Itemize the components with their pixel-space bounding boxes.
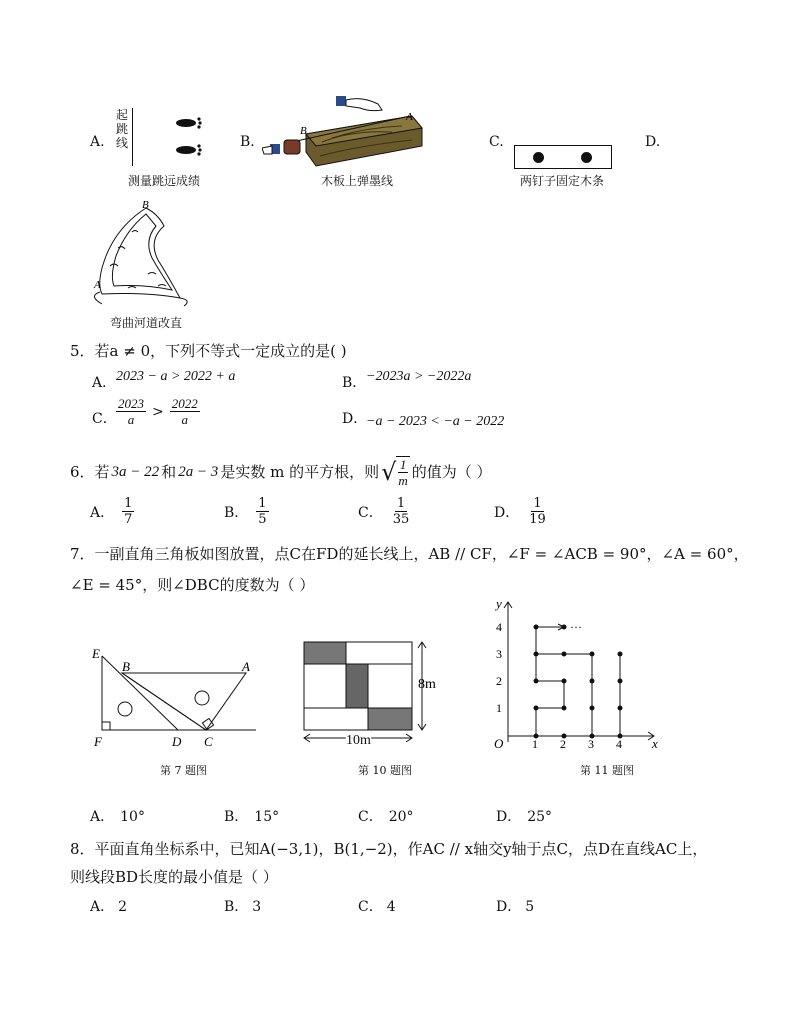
- figure-11-caption: 第 11 题图: [580, 764, 634, 777]
- q5-option-a-text: 2023 − a > 2022 + a: [116, 369, 236, 384]
- x-tick: 4: [616, 737, 622, 751]
- q7-option-a[interactable]: A． 10°: [90, 809, 145, 825]
- q6-option-d[interactable]: D． $\frac{1}{19}$: [494, 496, 546, 527]
- y-tick: 4: [496, 620, 502, 634]
- nail-icon: [581, 152, 592, 163]
- q5-option-a-label[interactable]: A．: [92, 375, 117, 391]
- q5-option-b-label[interactable]: B．: [342, 375, 367, 391]
- q8-option-a[interactable]: A． 2: [90, 899, 128, 915]
- q5-stem: 5．若a ≠ 0，下列不等式一定成立的是( ): [70, 342, 347, 360]
- x-tick: 2: [560, 737, 566, 751]
- river-point-a: A: [94, 279, 101, 291]
- wooden-strip: [514, 145, 612, 169]
- q4-option-b-caption: 木板上弹墨线: [321, 174, 394, 188]
- q4-option-d-label[interactable]: D.: [645, 134, 661, 150]
- q6-options: [90, 496, 590, 527]
- q8-stem-line1: 8．平面直角坐标系中，已知A(−3,1)，B(1,−2)，作AC // x轴交y轴于点C，点D在直线AC上，: [70, 840, 708, 858]
- q8-stem-line2: 则线段BD长度的最小值是（ ）: [70, 868, 278, 886]
- vertex-b-label: B: [122, 659, 130, 674]
- q5-option-c-label[interactable]: C．: [92, 411, 117, 427]
- x-tick: 1: [532, 737, 538, 751]
- q6-option-a[interactable]: A． $\frac{1}{7}$: [90, 496, 133, 527]
- q4-option-a-caption: 测量跳远成绩: [128, 174, 201, 188]
- q6-option-b[interactable]: B． $\frac{1}{5}$: [224, 496, 267, 527]
- river-point-b: B: [142, 199, 149, 211]
- footprints-icon: [172, 114, 208, 160]
- q7-stem-line2: ∠E = 45°，则∠DBC的度数为（ ）: [70, 576, 315, 594]
- y-tick: 3: [496, 647, 502, 661]
- q5-option-b-text: −2023a > −2022a: [366, 369, 472, 384]
- figure-7-caption: 第 7 题图: [160, 764, 207, 777]
- q4-option-c-label[interactable]: C.: [489, 134, 504, 150]
- curved-river-figure: [88, 196, 198, 314]
- nail-icon: [533, 152, 544, 163]
- figure-10-caption: 第 10 题图: [358, 764, 412, 777]
- wood-board-ink-line-figure: [262, 94, 430, 174]
- q7-option-b[interactable]: B． 15°: [224, 809, 280, 825]
- figure-11-coordinate-path: [484, 594, 664, 754]
- q7-option-c[interactable]: C． 20°: [358, 809, 414, 825]
- vertex-d-label: D: [172, 734, 182, 749]
- long-jump-figure: [112, 108, 212, 170]
- q6-stem: 6．若 3a − 22 和 2a − 3 是实数 m 的平方根，则 √ $\frac{1}{m}$ 的值为（ ）: [70, 457, 492, 488]
- q7-stem-line1: 7．一副直角三角板如图放置，点C在FD的延长线上，AB // CF，∠F = ∠ACB = 90°，∠A = 60°，: [70, 545, 749, 563]
- x-tick: 3: [588, 737, 594, 751]
- point-a-label: A: [406, 111, 413, 123]
- y-tick: 2: [496, 674, 502, 688]
- q7-option-d[interactable]: D． 25°: [496, 809, 553, 825]
- q8-option-d[interactable]: D． 5: [496, 899, 535, 915]
- origin-label: O: [494, 736, 504, 751]
- takeoff-line: [132, 108, 133, 166]
- vertex-c-label: C: [204, 734, 213, 749]
- q4-option-c-caption: 两钉子固定木条: [520, 174, 605, 188]
- q5-option-c-expression: $\frac{2023}{a}$ > $\frac{2022}{a}$: [118, 396, 198, 427]
- vertex-a-label: A: [242, 659, 250, 674]
- q8-option-c[interactable]: C． 4: [358, 899, 396, 915]
- q4-option-b-label[interactable]: B.: [240, 134, 255, 150]
- height-8m-label: 8m: [418, 677, 436, 692]
- figure-10-grid: [296, 636, 446, 748]
- x-axis-label: x: [652, 736, 658, 751]
- path-ellipsis: ···: [570, 620, 582, 634]
- q6-option-c[interactable]: C． $\frac{1}{35}$: [358, 496, 410, 527]
- q8-options: [90, 896, 610, 916]
- q8-option-b[interactable]: B． 3: [224, 899, 262, 915]
- q7-options: [90, 806, 610, 826]
- vertex-e-label: E: [92, 646, 100, 661]
- hand-icon: [336, 96, 346, 106]
- q4-option-d-caption: 弯曲河道改直: [110, 316, 183, 330]
- y-axis-label: y: [496, 596, 502, 611]
- width-10m-label: 10m: [346, 733, 371, 748]
- point-b-label: B: [300, 125, 307, 137]
- takeoff-line-label: 起跳线: [116, 108, 129, 150]
- q5-option-d-label[interactable]: D．: [342, 411, 368, 427]
- vertex-f-label: F: [94, 734, 102, 749]
- y-tick: 1: [496, 701, 502, 715]
- q4-option-a-label[interactable]: A.: [90, 134, 105, 150]
- figure-7-triangles: [88, 640, 264, 752]
- q5-option-d-text: −a − 2023 < −a − 2022: [366, 414, 505, 429]
